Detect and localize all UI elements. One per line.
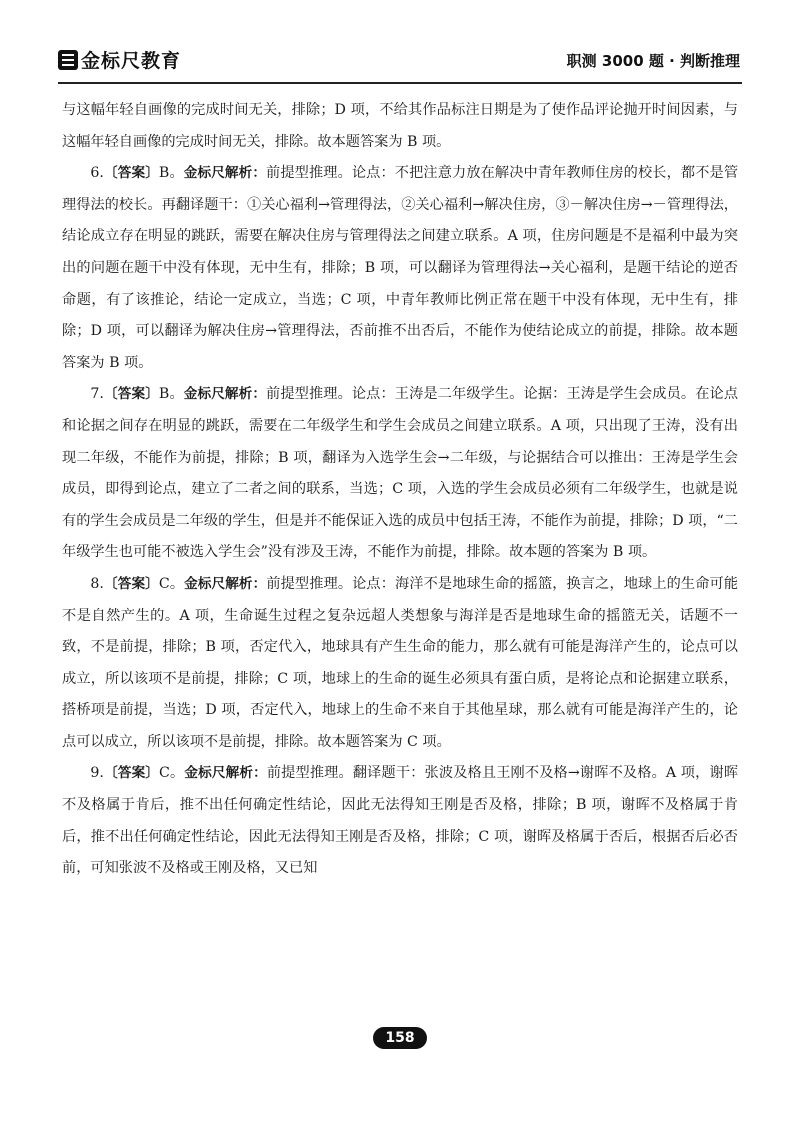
item-number: 6. [90,165,104,182]
analysis-text: 前提型推理。论点：海洋不是地球生命的摇篮，换言之，地球上的生命可能不是自然产生的。A 项，生命诞生过程之复杂远超人类想象与海洋是否是地球生命的摇篮无关，话题不一致，不是前提，排除；B 项，否定代入，地球具有产生生命的能力，那么就有可能是海洋产生的，论点可以成立，所以该项不是前提，排除；C 项，地球上的生命的诞生必须具有蛋白质，是将论点和论据建立联系，搭桥项是前提，当选；D 项，否定代入，地球上的生命不来自于其他星球，那么就有可能是海洋产生的，论点可以成立，所以该项不是前提，排除。故本题答案为 C 项。 [62,575,739,750]
answer-label: 〔答案〕 [103,765,160,782]
answer-value: B。 [158,386,184,403]
page-number-badge [373,1027,427,1049]
header-divider [58,82,742,84]
answer-item-9 [62,758,738,884]
item-number: 9. [90,765,104,782]
answer-value: C。 [159,765,185,782]
answer-label: 〔答案〕 [103,575,159,592]
item-number: 8. [90,575,104,592]
page-header [58,44,742,80]
analysis-text: 前提型推理。翻译题干：张波及格且王刚不及格→谢晖不及格。A 项，谢晖不及格属于肯后，推不出任何确定性结论，因此无法得知王刚是否及格，排除；B 项，谢晖不及格属于肯后，推不出任何确定性结论，因此无法得知王刚是否及格，排除；C 项，谢晖及格属于否后，根据否后必否前，可知张波不及格或王刚及格，又已知 [62,765,739,877]
analysis-label: 金标尺解析： [184,765,267,782]
answer-item-6 [62,158,738,379]
page-body [62,95,738,885]
answer-item-8 [62,569,738,759]
logo-text: 金标尺教育 [81,50,182,72]
answer-label: 〔答案〕 [103,386,159,403]
answer-value: C。 [158,575,185,592]
answer-item-7 [62,379,738,569]
analysis-label: 金标尺解析： [183,386,267,403]
item-number: 7. [90,386,104,403]
analysis-text: 前提型推理。论点：不把注意力放在解决中青年教师住房的校长，都不是管理得法的校长。再翻译题干：①关心福利→管理得法，②关心福利→解决住房，③－解决住房→－管理得法，结论成立存在明显的跳跃，需要在解决住房与管理得法之间建立联系。A 项，住房问题是不是福利中最为突出的问题在题干中没有体现，无中生有，排除；B 项，可以翻译为管理得法→关心福利，是题干结论的逆否命题，有了该推论，结论一定成立，当选；C 项，中青年教师比例正常在题干中没有体现，无中生有，排除；D 项，可以翻译为解决住房→管理得法，否前推不出否后，不能作为使结论成立的前提，排除。故本题答案为 B 项。 [62,165,739,371]
continued-paragraph: 与这幅年轻自画像的完成时间无关，排除；D 项，不给其作品标注日期是为了使作品评论抛开时间因素，与这幅年轻自画像的完成时间无关，排除。故本题答案为 B 项。 [62,102,738,150]
analysis-label: 金标尺解析： [184,575,267,592]
logo-icon [58,50,78,70]
page-number: 158 [385,1030,415,1046]
answer-label: 〔答案〕 [103,165,159,182]
brand-logo [58,46,181,73]
analysis-label: 金标尺解析： [183,165,267,182]
analysis-text: 前提型推理。论点：王涛是二年级学生。论据：王涛是学生会成员。在论点和论据之间存在明显的跳跃，需要在二年级学生和学生会成员之间建立联系。A 项，只出现了王涛，没有出现二年级，不能作为前提，排除；B 项，翻译为入选学生会→二年级，与论据结合可以推出：王涛是学生会成员，即得到论点，建立了二者之间的联系，当选；C 项，入选的学生会成员必须有二年级学生，也就是说有的学生会成员是二年级的学生，但是并不能保证入选的成员中包括王涛，不能作为前提，排除；D 项，“二年级学生也可能不被选入学生会”没有涉及王涛，不能作为前提，排除。故本题的答案为 B 项。 [62,386,739,561]
answer-value: B。 [158,165,184,182]
book-title: 职测 3000 题 · 判断推理 [566,52,740,70]
